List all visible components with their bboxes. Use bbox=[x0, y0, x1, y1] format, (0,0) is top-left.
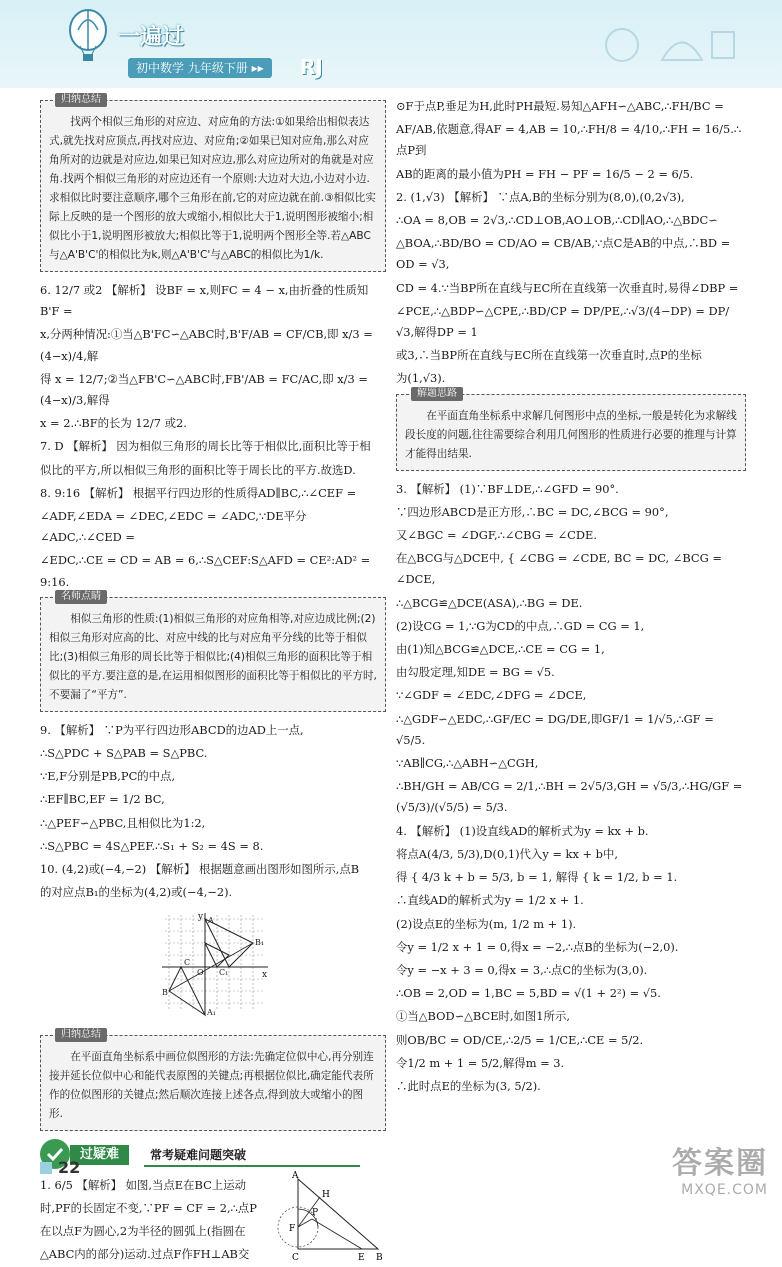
grid-label-a1: A₁ bbox=[207, 1008, 216, 1018]
line: 的对应点B₁的坐标为(4,2)或(−4,−2). bbox=[40, 885, 233, 900]
line: 8. 9:16 【解析】 根据平行四边形的性质得AD∥BC,∴∠CEF = bbox=[40, 485, 357, 500]
subject-grade-label: 初中数学 九年级下册 ▸▸ bbox=[128, 58, 272, 78]
box-text: 在平面直角坐标系中求解几何图形中点的坐标,一般是转化为求解线段长度的问题,往往需要综合利用几何图形的性质进行必要的推理与计算才能得出结果. bbox=[405, 409, 737, 460]
grid-label-b1: B₁ bbox=[255, 938, 265, 948]
method-box bbox=[40, 1028, 386, 1131]
line: 由勾股定理,知DE = BG = √5. bbox=[396, 665, 555, 680]
grid-label-y: y bbox=[198, 912, 204, 923]
line: △ABC内的部分)运动.过点F作FH⊥AB交 bbox=[40, 1247, 250, 1262]
line: 则OB/BC = OD/CE,∴2/5 = 1/CE,∴CE = 5/2. bbox=[396, 1032, 644, 1047]
line: ∴此时点E的坐标为(3, 5/2). bbox=[396, 1078, 541, 1093]
box-tag: 名师点睛 bbox=[55, 590, 107, 604]
right-column bbox=[396, 96, 746, 1099]
fig-label-f: F bbox=[289, 1223, 296, 1234]
line: 3. 【解析】 (1)∵BF⊥DE,∴∠GFD = 90°. bbox=[396, 481, 619, 496]
answer-q9 bbox=[40, 720, 386, 857]
line: ∵E,F分别是PB,PC的中点, bbox=[40, 769, 176, 784]
fig-label-p: P bbox=[312, 1207, 319, 1218]
line: 由(1)知△BCG≌△DCE,∴CE = CG = 1, bbox=[396, 642, 605, 657]
line: ∴△GDF∽△EDC,∴GF/EC = DG/DE,即GF/1 = 1/√5,∴GF = √5/5. bbox=[396, 711, 714, 747]
answer-q6 bbox=[40, 280, 386, 434]
line: 在以点F为圆心,2为半径的圆弧上(指圆在 bbox=[40, 1224, 246, 1239]
line: 为(1,√3). bbox=[396, 371, 446, 386]
series-title: 一遍过 bbox=[118, 25, 185, 50]
summary-box bbox=[40, 94, 386, 272]
line: 6. 12/7 或2 【解析】 设BF = x,则FC = 4 − x,由折叠的性质知B'F = bbox=[40, 283, 369, 319]
line: (2)设CG = 1,∵G为CD的中点,∴GD = CG = 1, bbox=[396, 618, 645, 633]
watermark-url: MXQE.COM bbox=[681, 1182, 768, 1198]
line: ∵四边形ABCD是正方形,∴BC = DC,∠BCG = 90°, bbox=[396, 504, 669, 519]
page-marker bbox=[40, 1162, 52, 1174]
line: 4. 【解析】 (1)设直线AD的解析式为y = kx + b. bbox=[396, 823, 649, 838]
section-subtitle: 常考疑难问题突破 bbox=[144, 1145, 360, 1167]
line: ∴直线AD的解析式为y = 1/2 x + 1. bbox=[396, 893, 584, 908]
line: ∴△PEF∽△PBC,且相似比为1:2, bbox=[40, 815, 206, 830]
line: 令y = −x + 3 = 0,得x = 3,∴点C的坐标为(3,0). bbox=[396, 962, 648, 977]
line: 10. (4,2)或(−4,−2) 【解析】 根据题意画出图形如图所示,点B bbox=[40, 862, 360, 877]
site-watermark bbox=[672, 1138, 768, 1198]
grid-label-c: C bbox=[184, 958, 191, 968]
line: (2)设点E的坐标为(m, 1/2 m + 1). bbox=[396, 916, 577, 931]
line: 9. 【解析】 ∵P为平行四边形ABCD的边AD上一点, bbox=[40, 722, 304, 737]
line: △BOA,∴BD/BO = CD/AO = CB/AB,∵点C是AB的中点,∴BD = OD = √3, bbox=[396, 236, 731, 272]
line: ∴△BCG≌△DCE(ASA),∴BG = DE. bbox=[396, 595, 583, 610]
line: 时,PF的长固定不变,∵PF = CF = 2,∴点P bbox=[40, 1200, 257, 1215]
fig-label-b: B bbox=[376, 1252, 383, 1263]
coordinate-grid-figure bbox=[160, 911, 270, 1017]
triangle-figure bbox=[290, 1169, 386, 1261]
line: 1. 6/5 【解析】 如图,当点E在BC上运动 bbox=[40, 1177, 246, 1192]
tip-box bbox=[40, 590, 386, 712]
line: ∠EDC,∴CE = CD = AB = 6,∴S△CEF:S△AFD = CE²:AD² = 9:16. bbox=[40, 553, 371, 589]
left-column bbox=[40, 96, 386, 1267]
line: 或3,∴当BP所在直线与EC所在直线第一次垂直时,点P的坐标 bbox=[396, 348, 702, 363]
line: ∠PCE,∴△BDP∽△CPE,∴BD/CP = DP/PE,∴√3/(4−DP) = DP/√3,解得DP = 1 bbox=[396, 303, 730, 340]
line: x,分两种情况:①当△B'FC∽△ABC时,B'F/AB = CF/CB,即 x/3 = (4−x)/4,解 bbox=[40, 327, 373, 363]
answer-q7 bbox=[40, 436, 386, 480]
line: x = 2.∴BF的长为 12/7 或2. bbox=[40, 416, 187, 431]
section-label: 过疑难 bbox=[70, 1145, 129, 1165]
line: ∴S△PDC + S△PAB = S△PBC. bbox=[40, 746, 208, 761]
line: 似比的平方,所以相似三角形的面积比等于周长比的平方.故选D. bbox=[40, 462, 356, 477]
edition-label: RJ bbox=[300, 55, 323, 79]
line: 将点A(4/3, 5/3),D(0,1)代入y = kx + b中, bbox=[396, 846, 618, 861]
answer-q1 bbox=[40, 1170, 386, 1266]
thinking-box bbox=[396, 387, 746, 471]
line: 在△BCG与△DCE中, { ∠CBG = ∠CDE, BC = DC, ∠BCG = ∠DCE, bbox=[396, 551, 722, 587]
line: AF/AB,依题意,得AF = 4,AB = 10,∴FH/8 = 4/10,∴FH = 16/5.∴点P到 bbox=[396, 122, 742, 158]
fig-label-e: E bbox=[358, 1252, 365, 1263]
page-header bbox=[0, 0, 782, 88]
answer-q8 bbox=[40, 483, 386, 593]
page-number: 22 bbox=[58, 1158, 81, 1177]
answer-q2 bbox=[396, 187, 746, 390]
box-tag: 解题思路 bbox=[411, 387, 463, 401]
grid-label-a: A bbox=[208, 916, 214, 926]
grid-label-c1: C₁ bbox=[219, 968, 229, 978]
line: 2. (1,√3) 【解析】 ∵点A,B的坐标分别为(8,0),(0,2√3), bbox=[396, 189, 685, 204]
line: 又∠BGC = ∠DGF,∴∠CBG = ∠CDE. bbox=[396, 528, 597, 543]
balloon-logo-icon bbox=[60, 8, 116, 64]
watermark-text: 答案圈 bbox=[672, 1146, 768, 1181]
answer-q1-continued bbox=[396, 96, 746, 185]
line: ∵∠GDF = ∠EDC,∠DFG = ∠DCE, bbox=[396, 688, 587, 703]
line: ∴OB = 2,OD = 1,BC = 5,BD = √(1 + 2²) = √5. bbox=[396, 986, 661, 1001]
line: ∴OA = 8,OB = 2√3,∴CD⊥OB,AO⊥OB,∴CD∥AO,∴△BDC∽ bbox=[396, 213, 718, 228]
fig-label-a: A bbox=[292, 1170, 299, 1181]
box-text: 在平面直角坐标系中画位似图形的方法:先确定位似中心,再分别连接并延长位似中心和能代表原图的关键点;再根据位似比,确定能代表所作的位似图形的关键点;然后顺次连接上述各点,得到放大或缩小的图形. bbox=[49, 1050, 374, 1120]
line: ⊙F于点P,垂足为H,此时PH最短.易知△AFH∽△ABC,∴FH/BC = bbox=[396, 99, 724, 113]
answer-q4 bbox=[396, 821, 746, 1097]
line: ∵AB∥CG,∴△ABH∽△CGH, bbox=[396, 756, 539, 771]
fig-label-c: C bbox=[292, 1252, 299, 1263]
box-text: 找两个相似三角形的对应边、对应角的方法:①如果给出相似表达式,就先找对应顶点,再找对应边、对应角;②如果已知对应角,那么对应角所对的边就是对应边,如果已知对应边,那么对应边所对的角就是对应角.找两个相似三角形的对应边还有一个原则:大边对大边,小边对小边.求相似比时要注意顺序,哪个三角形在前,它的对应边就在前.③相似比实际上反映的是一个图形的放大或缩小,相似比大于1,说明图形被缩小;相似比小于1,说明图形被放大;相似比等于1,说明两个图形全等.若△ABC与△A'B'C'的相似比为k,则△A'B'C'与△ABC的相似比为1/k. bbox=[49, 116, 376, 261]
line: AB的距离的最小值为PH = FH − PF = 16/5 − 2 = 6/5. bbox=[396, 166, 694, 181]
box-tag: 归纳总结 bbox=[55, 1028, 107, 1042]
section-banner bbox=[40, 1139, 386, 1169]
line: 7. D 【解析】 因为相似三角形的周长比等于相似比,面积比等于相 bbox=[40, 439, 371, 454]
grid-label-b: B bbox=[162, 988, 168, 998]
answer-q10 bbox=[40, 859, 386, 903]
line: ∠ADF,∠EDA = ∠DEC,∠EDC = ∠ADC,∵DE平分∠ADC,∴∠CED = bbox=[40, 509, 307, 545]
line: ∴EF∥BC,EF = 1/2 BC, bbox=[40, 792, 165, 807]
grid-label-x: x bbox=[262, 970, 268, 981]
line: 令y = 1/2 x + 1 = 0,得x = −2,∴点B的坐标为(−2,0). bbox=[396, 939, 679, 954]
grid-label-o: O bbox=[197, 968, 204, 978]
line: ∴S△PBC = 4S△PEF.∴S₁ + S₂ = 4S = 8. bbox=[40, 838, 264, 853]
box-text: 相似三角形的性质:(1)相似三角形的对应角相等,对应边成比例;(2)相似三角形对应高的比、对应中线的比与对应角平分线的比等于相似比;(3)相似三角形的周长比等于相似比;(4)相似三角形的面积比等于相似比的平方.要注意的是,在运用相似图形的面积比等于相似比的平方时,不要漏了“平方”. bbox=[49, 612, 377, 701]
fig-label-h: H bbox=[322, 1189, 330, 1200]
line: 得 x = 12/7;②当△FB'C∽△ABC时,FB'/AB = FC/AC,即 x/3 = (4−x)/3,解得 bbox=[40, 371, 368, 408]
decoration-doodle-icon bbox=[592, 20, 742, 70]
box-tag: 归纳总结 bbox=[55, 93, 107, 107]
answer-q3 bbox=[396, 479, 746, 819]
line: 令1/2 m + 1 = 5/2,解得m = 3. bbox=[396, 1055, 565, 1070]
line: 得 { 4/3 k + b = 5/3, b = 1, 解得 { k = 1/2, b = 1. bbox=[396, 870, 678, 885]
line: ①当△BOD∽△BCE时,如图1所示, bbox=[396, 1009, 570, 1024]
line: CD = 4.∵当BP所在直线与EC所在直线第一次垂直时,易得∠DBP = bbox=[396, 280, 739, 295]
line: ∴BH/GH = AB/CG = 2/1,∴BH = 2√5/3,GH = √5/3,∴HG/GF = (√5/3)/(√5/5) = 5/3. bbox=[396, 779, 743, 815]
